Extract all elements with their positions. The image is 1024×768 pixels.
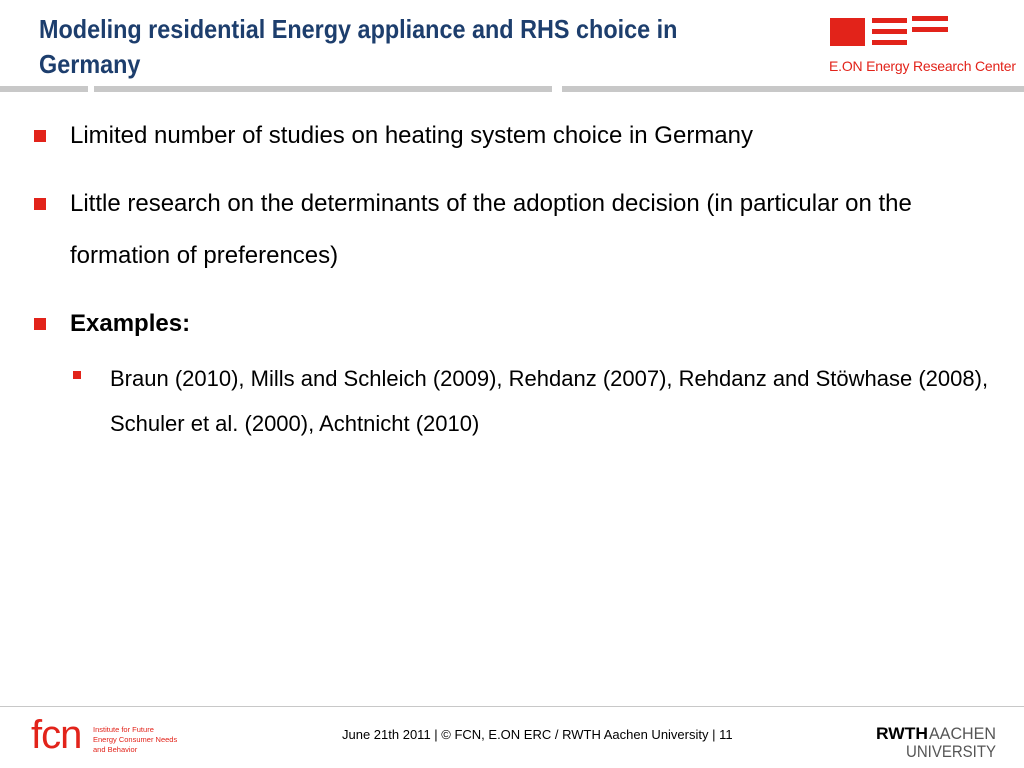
- fcn-logo-word: fcn: [31, 714, 82, 757]
- header-rule-3: [562, 86, 1024, 92]
- bullet-square-icon: [34, 198, 46, 210]
- header-rule-1: [0, 86, 88, 92]
- rwth-logo-bold: RWTH: [876, 724, 928, 743]
- eon-logo-mark: [830, 16, 950, 46]
- bullet-item-3: Examples:: [70, 310, 191, 337]
- rwth-logo: [876, 723, 998, 759]
- sub-bullet-square-icon: [73, 371, 81, 379]
- bullet-square-icon: [34, 318, 46, 330]
- header-rule-2: [94, 86, 552, 92]
- bullet-item-2: Little research on the determinants of the adoption decision (in particular on the formation of preferences): [70, 190, 912, 269]
- fcn-logo: [31, 714, 181, 758]
- fcn-logo-line-1: Institute for Future: [93, 725, 154, 734]
- footer-rule: [0, 706, 1024, 707]
- rwth-logo-university: UNIVERSITY: [906, 742, 996, 759]
- footer-text: June 21th 2011 | © FCN, E.ON ERC / RWTH Aachen University | 11: [342, 727, 733, 742]
- bullet-item-1: Limited number of studies on heating system choice in Germany: [70, 122, 754, 149]
- eon-brand-text: E.ON Energy Research Center: [829, 58, 1016, 74]
- slide-title: Modeling residential Energy appliance and RHS choice in Germany: [39, 14, 678, 79]
- fcn-logo-line-3: and Behavior: [93, 745, 138, 754]
- bullet-square-icon: [34, 130, 46, 142]
- sub-bullet-item-1: Braun (2010), Mills and Schleich (2009), Rehdanz (2007), Rehdanz and Stöwhase (2008), Schuler et al. (2000), Achtnicht (2010): [110, 366, 989, 436]
- fcn-logo-line-2: Energy Consumer Needs: [93, 735, 178, 744]
- rwth-logo-aachen: AACHEN: [929, 724, 996, 743]
